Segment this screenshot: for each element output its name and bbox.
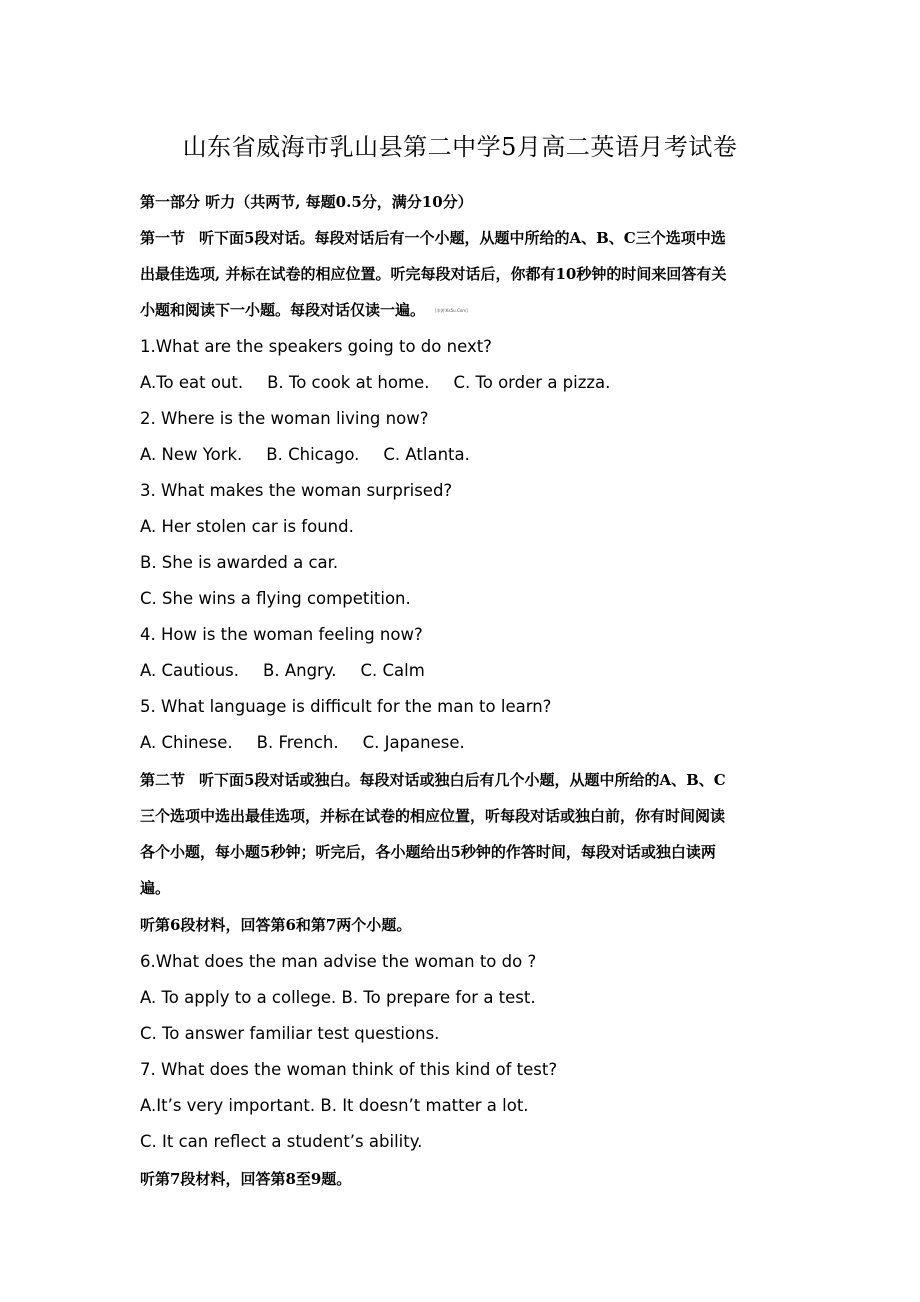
material-6-instruction: 听第6段材料，回答第6和第7两个小题。: [140, 916, 412, 934]
question-7-options-ab: A.It’s very important. B. It doesn’t matter a lot.: [140, 1096, 529, 1115]
option-b: B. Angry.: [263, 661, 337, 680]
question-7-option-c: C. It can reflect a student’s ability.: [140, 1132, 423, 1151]
option-a: A. Cautious.: [140, 661, 240, 680]
option-a: A. New York.: [140, 445, 243, 464]
option-c: C. Japanese.: [362, 733, 465, 752]
section1-line-2: 出最佳选项, 并标在试卷的相应位置。听完每段对话后，你都有10秒钟的时间来回答有关: [140, 265, 727, 283]
option-c: C. Calm: [360, 661, 425, 680]
question-2-options: [140, 443, 470, 467]
option-a: A.To eat out.: [140, 373, 244, 392]
question-5-options: [140, 731, 465, 755]
section2-line-3: 各个小题，每小题5秒钟；听完后，各小题给出5秒钟的作答时间，每段对话或独白读两: [140, 843, 716, 861]
section2-label: 第二节: [140, 771, 186, 789]
section1-label: 第一节: [140, 229, 186, 247]
source-mark: [来源:Ks5u.Com]: [435, 308, 468, 313]
question-3-option-a: A. Her stolen car is found.: [140, 517, 354, 536]
option-a: A. Chinese.: [140, 733, 233, 752]
option-c: C. Atlanta.: [383, 445, 470, 464]
question-4-options: [140, 659, 425, 683]
option-b: B. Chicago.: [266, 445, 360, 464]
question-4: 4. How is the woman feeling now?: [140, 625, 423, 644]
option-b: B. To cook at home.: [267, 373, 430, 392]
question-3-option-b: B. She is awarded a car.: [140, 553, 339, 572]
question-1-options: [140, 371, 610, 395]
part1-heading: 第一部分 听力（共两节, 每题0.5分，满分10分）: [140, 193, 473, 211]
section1-text-1: 听下面5段对话。每段对话后有一个小题，从题中所给的A、B、C三个选项中选: [199, 229, 726, 247]
option-b: B. French.: [256, 733, 339, 752]
question-6-option-c: C. To answer familiar test questions.: [140, 1024, 440, 1043]
question-7: 7. What does the woman think of this kind of test?: [140, 1060, 558, 1079]
material-7-instruction: 听第7段材料，回答第8至9题。: [140, 1170, 352, 1188]
section2-line-4: 遍。: [140, 879, 171, 897]
section2-line-2: 三个选项中选出最佳选项，并标在试卷的相应位置，听每段对话或独白前，你有时间阅读: [140, 807, 726, 825]
section1-line-1: [140, 226, 726, 250]
option-c: C. To order a pizza.: [453, 373, 611, 392]
section1-text-3: 小题和阅读下一小题。每段对话仅读一遍。: [140, 301, 426, 319]
question-2: 2. Where is the woman living now?: [140, 409, 429, 428]
section1-line-3: [140, 298, 468, 323]
question-6: 6.What does the man advise the woman to do ?: [140, 952, 537, 971]
section2-text-1: 听下面5段对话或独白。每段对话或独白后有几个小题，从题中所给的A、B、C: [199, 771, 726, 789]
question-5: 5. What language is difficult for the man to learn?: [140, 697, 552, 716]
question-3-option-c: C. She wins a flying competition.: [140, 589, 411, 608]
question-3: 3. What makes the woman surprised?: [140, 481, 453, 500]
question-1: 1.What are the speakers going to do next?: [140, 337, 492, 356]
exam-title: 山东省威海市乳山县第二中学5月高二英语月考试卷: [182, 133, 738, 161]
section2-line-1: [140, 768, 726, 792]
question-6-options-ab: A. To apply to a college. B. To prepare for a test.: [140, 988, 536, 1007]
